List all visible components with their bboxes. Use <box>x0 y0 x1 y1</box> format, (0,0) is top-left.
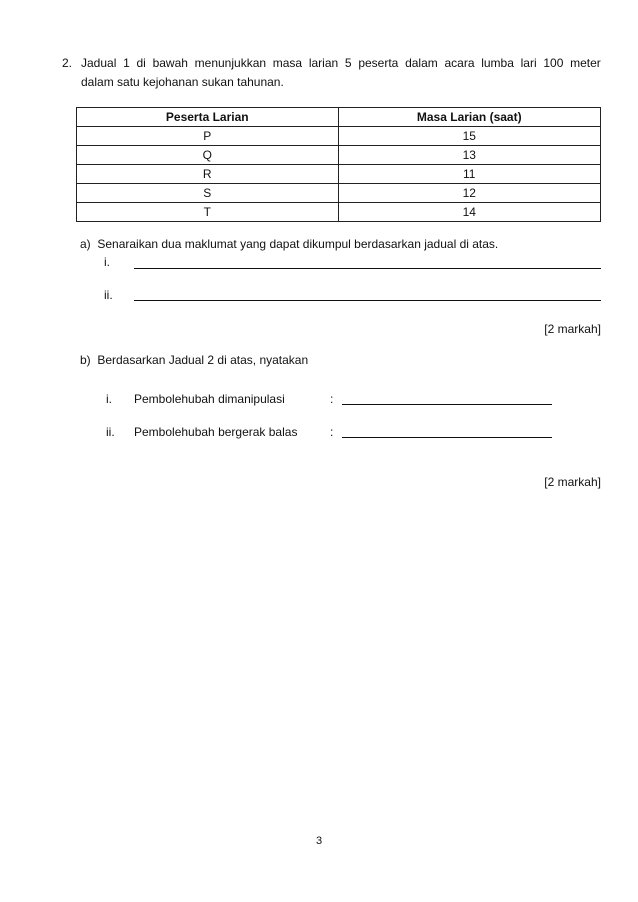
table-header-participant: Peserta Larian <box>77 108 339 127</box>
table-cell-time: 11 <box>338 165 601 184</box>
question-word: 100 <box>543 56 564 70</box>
part-b-item-number: ii. <box>106 425 115 439</box>
table-cell-time: 14 <box>338 203 601 222</box>
part-b-prompt: b) Berdasarkan Jadual 2 di atas, nyatakan <box>80 353 309 367</box>
question-text-line1 <box>81 56 601 70</box>
question-number: 2. <box>62 56 73 70</box>
part-b-colon: : <box>330 425 334 439</box>
answer-line[interactable] <box>342 437 552 438</box>
question-word: bawah <box>152 56 188 70</box>
question-word: acara <box>444 56 475 70</box>
answer-line[interactable] <box>134 300 601 301</box>
question-word: peserta <box>358 56 399 70</box>
question-text-line2: dalam satu kejohanan sukan tahunan. <box>81 75 284 89</box>
table-row <box>77 184 601 203</box>
part-b-item-label: Pembolehubah dimanipulasi <box>134 392 285 406</box>
table-cell-participant: T <box>77 203 339 222</box>
table-cell-participant: P <box>77 127 339 146</box>
question-word: Jadual <box>81 56 117 70</box>
table-cell-time: 15 <box>338 127 601 146</box>
part-b-item-label: Pembolehubah bergerak balas <box>134 425 298 439</box>
question-word: 5 <box>344 56 352 70</box>
part-a-prompt: a) Senaraikan dua maklumat yang dapat dikumpul berdasarkan jadual di atas. <box>80 237 499 251</box>
table-row <box>77 127 601 146</box>
question-word: lumba <box>481 56 514 70</box>
marks-label: [2 markah] <box>544 475 601 489</box>
part-a-item-number: ii. <box>104 288 113 302</box>
part-a-item-number: i. <box>104 255 110 269</box>
question-word: menunjukkan <box>194 56 267 70</box>
table-cell-participant: R <box>77 165 339 184</box>
marks-label: [2 markah] <box>544 322 601 336</box>
question-word: dalam <box>405 56 438 70</box>
table-cell-participant: Q <box>77 146 339 165</box>
table-row <box>77 165 601 184</box>
table-header-time: Masa Larian (saat) <box>338 108 601 127</box>
question-word: di <box>136 56 146 70</box>
answer-line[interactable] <box>342 404 552 405</box>
page-number: 3 <box>315 835 323 847</box>
table-row <box>77 203 601 222</box>
question-word: masa <box>272 56 303 70</box>
table-header-row <box>77 108 601 127</box>
table-cell-time: 13 <box>338 146 601 165</box>
table-row <box>77 146 601 165</box>
table-cell-participant: S <box>77 184 339 203</box>
answer-line[interactable] <box>134 268 601 269</box>
part-b-colon: : <box>330 392 334 406</box>
table-cell-time: 12 <box>338 184 601 203</box>
question-word: larian <box>308 56 339 70</box>
question-word: lari <box>520 56 537 70</box>
question-word: 1 <box>123 56 130 70</box>
data-table <box>76 107 601 222</box>
question-word: meter <box>570 56 601 70</box>
part-b-item-number: i. <box>106 392 112 406</box>
